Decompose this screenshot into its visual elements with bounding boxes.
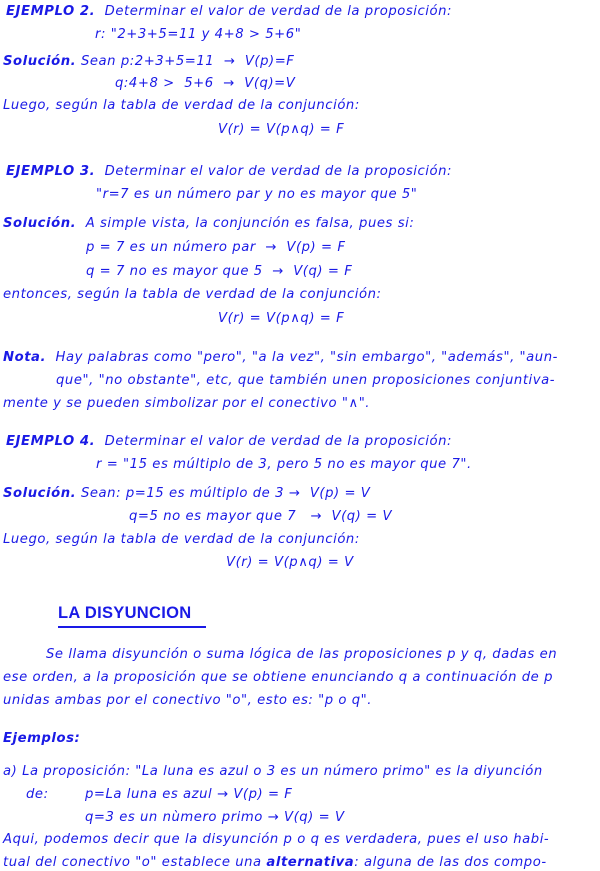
ejemplo-4-solution-line2: q=5 no es mayor que 7 → V(q) = V <box>129 509 393 524</box>
nota-label: Nota. <box>3 350 47 365</box>
ejemplo-4-header <box>6 434 452 450</box>
section-heading-disyuncion: LA DISYUNCION <box>58 604 206 628</box>
ejemplo-a-p: p=La luna es azul → V(p) = F <box>85 787 293 802</box>
nota-line1: Nota. Hay palabras como "pero", "a la vez", "sin embargo", "además", "aun- <box>3 350 558 365</box>
disyuncion-line2: ese orden, a la proposición que se obtiene enunciando q a continuación de p <box>3 670 553 685</box>
ejemplo-4-statement: Determinar el valor de verdad de la proposición: <box>104 434 453 449</box>
ejemplo-3-solution: Solución. A simple vista, la conjunción es falsa, pues si: <box>3 216 415 231</box>
ejemplo-4-proposition: r = "15 es múltiplo de 3, pero 5 no es mayor que 7". <box>96 457 472 472</box>
ejemplo-3-solution-label: Solución. <box>3 216 77 231</box>
disyuncion-line1: Se llama disyunción o suma lógica de las proposiciones p y q, dadas en <box>46 647 558 662</box>
ejemplo-2-solution-line1: Solución. Sean p:2+3+5=11 → V(p)=F <box>3 54 295 69</box>
nota-line2: que", "no obstante", etc, que también unen proposiciones conjuntiva- <box>56 373 556 388</box>
ejemplo-3-q-line: q = 7 no es mayor que 5 → V(q) = F <box>86 264 353 279</box>
alternativa-emphasis: alternativa <box>266 855 355 870</box>
ejemplo-2-result: V(r) = V(p∧q) = F <box>218 122 345 137</box>
ejemplo-3-conclusion-intro: entonces, según la tabla de verdad de la conjunción: <box>3 287 382 302</box>
ejemplo-3-p-line: p = 7 es un número par → V(p) = F <box>86 240 346 255</box>
ejemplo-a-q: q=3 es un nùmero primo → V(q) = V <box>85 810 345 825</box>
ejemplos-label: Ejemplos: <box>3 731 81 746</box>
ejemplo-3-label: EJEMPLO 3. <box>6 164 96 179</box>
ejemplo-4-solution-label: Solución. <box>3 486 77 501</box>
ejemplo-4-conclusion-intro: Luego, según la tabla de verdad de la conjunción: <box>3 532 360 547</box>
ejemplo-2-statement: Determinar el valor de verdad de la proposición: <box>104 4 453 19</box>
ejemplo-2-solution-line2: q:4+8 > 5+6 → V(q)=V <box>115 76 296 91</box>
ejemplo-4-label: EJEMPLO 4. <box>6 434 96 449</box>
ejemplo-3-header <box>6 164 452 180</box>
disyuncion-line3: unidas ambas por el conectivo "o", esto es: "p o q". <box>3 693 373 708</box>
nota-line3: mente y se pueden simbolizar por el conectivo "∧". <box>3 396 371 411</box>
ejemplo-2-header <box>6 4 452 20</box>
ejemplo-3-result: V(r) = V(p∧q) = F <box>218 311 345 326</box>
ejemplo-a-de: de: <box>26 787 49 802</box>
ejemplo-2-conclusion-intro: Luego, según la tabla de verdad de la conjunción: <box>3 98 360 113</box>
aqui-line2: tual del conectivo "o" establece una alternativa: alguna de las dos compo- <box>3 855 547 870</box>
ejemplo-2-label: EJEMPLO 2. <box>6 4 96 19</box>
ejemplo-2-proposition: r: "2+3+5=11 y 4+8 > 5+6" <box>95 27 302 42</box>
ejemplo-4-result: V(r) = V(p∧q) = V <box>226 555 354 570</box>
aqui-line1: Aqui, podemos decir que la disyunción p o q es verdadera, pues el uso habi- <box>3 832 550 847</box>
ejemplo-3-proposition: "r=7 es un número par y no es mayor que 5" <box>96 187 418 202</box>
ejemplo-4-solution-line1: Solución. Sean: p=15 es múltiplo de 3 → V(p) = V <box>3 486 371 501</box>
ejemplo-a-line1: a) La proposición: "La luna es azul o 3 es un número primo" es la diyunción <box>3 764 543 779</box>
ejemplo-2-solution-label: Solución. <box>3 54 77 69</box>
ejemplo-3-statement: Determinar el valor de verdad de la proposición: <box>104 164 453 179</box>
